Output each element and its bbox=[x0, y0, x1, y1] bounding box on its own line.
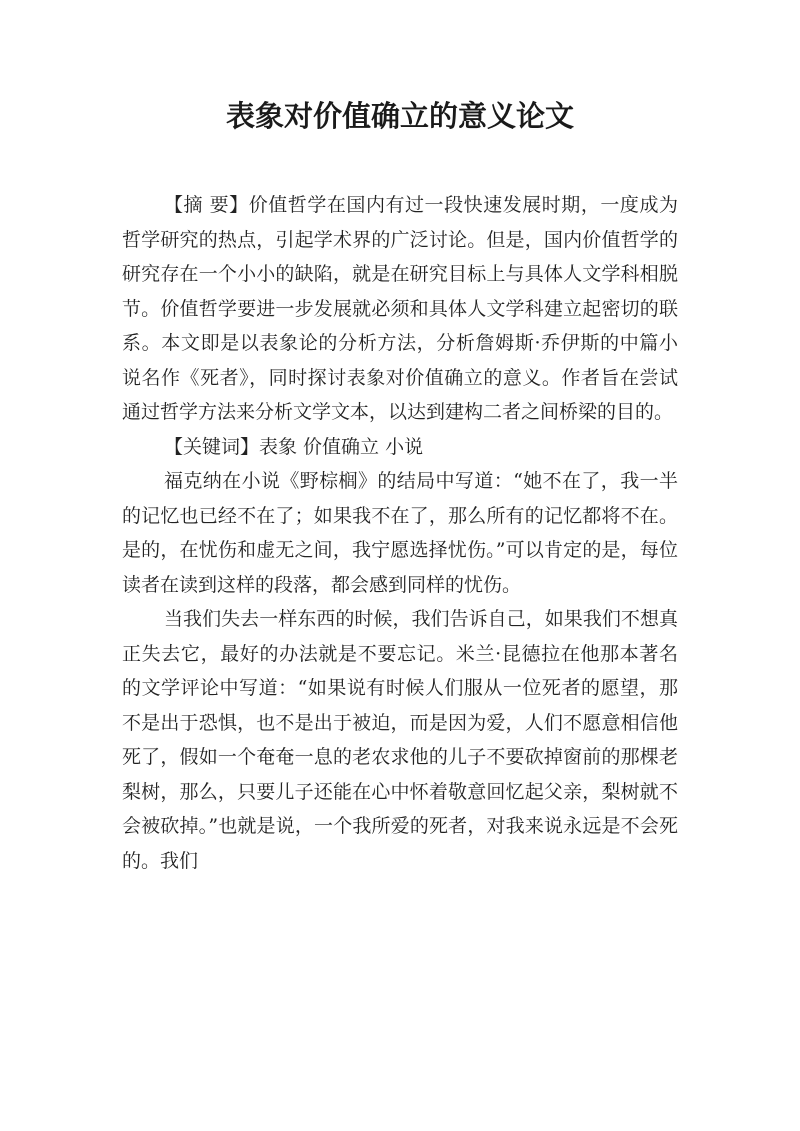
document-title: 表象对价值确立的意义论文 bbox=[225, 99, 574, 133]
abstract-paragraph: 【摘 要】价值哲学在国内有过一段快速发展时期，一度成为哲学研究的热点，引起学术界的广泛讨论。但是，国内价值哲学的研究存在一个小小的缺陷，就是在研究目标上与具体人文学科相脱节。价值哲学要进一步发展就必须和具体人文学科建立起密切的联系。本文即是以表象论的分析方法，分析詹姆斯·乔伊斯的中篇小说名作《死者》，同时探讨表象对价值确立的意义。作者旨在尝试通过哲学方法来分析文学文本，以达到建构二者之间桥梁的目的。 bbox=[122, 194, 678, 423]
body-paragraph-1: 福克纳在小说《野棕榈》的结局中写道：“她不在了，我一半的记忆也已经不在了；如果我不在了，那么所有的记忆都将不在。是的，在忧伤和虚无之间，我宁愿选择忧伤。”可以肯定的是，每位读者在读到这样的段落，都会感到同样的忧伤。 bbox=[122, 470, 678, 596]
body-paragraph-2: 当我们失去一样东西的时候，我们告诉自己，如果我们不想真正失去它，最好的办法就是不要忘记。米兰·昆德拉在他那本著名的文学评论中写道：“如果说有时候人们服从一位死者的愿望，那不是出于恐惧，也不是出于被迫，而是因为爱，人们不愿意相信他死了，假如一个奄奄一息的老农求他的儿子不要砍掉窗前的那棵老梨树，那么，只要儿子还能在心中怀着敬意回忆起父亲，梨树就不会被砍掉。”也就是说，一个我所爱的死者，对我来说永远是不会死的。我们 bbox=[122, 608, 678, 872]
keywords-paragraph: 【关键词】表象 价值确立 小说 bbox=[164, 435, 424, 458]
document-body bbox=[122, 188, 678, 878]
